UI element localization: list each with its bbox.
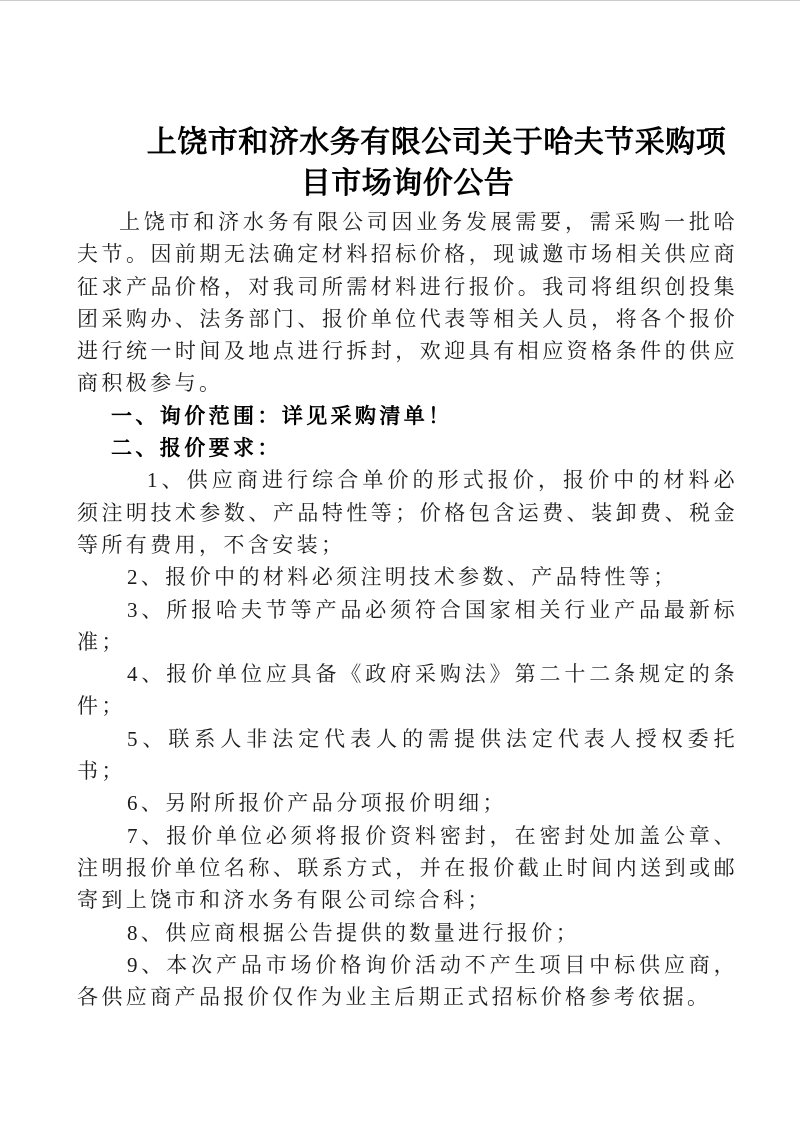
section-heading-inquiry-scope: 一、询价范围：详见采购清单！ (111, 403, 453, 428)
requirement-item-1: 1、供应商进行综合单价的形式报价，报价中的材料必须注明技术参数、产品特性等；价格包含运费、装卸费、税金等所有费用，不含安装； (77, 468, 738, 557)
requirement-item-2: 2、报价中的材料必须注明技术参数、产品特性等； (127, 565, 678, 590)
section-heading-quotation-requirements: 二、报价要求： (111, 436, 282, 461)
intro-paragraph: 上饶市和济水务有限公司因业务发展需要，需采购一批哈夫节。因前期无法确定材料招标价格，现诚邀市场相关供应商征求产品价格，对我司所需材料进行报价。我司将组织创投集团采购办、法务部门、报价单位代表等相关人员，将各个报价进行统一时间及地点进行拆封，欢迎具有相应资格条件的供应商积极参与。 (77, 210, 738, 396)
requirement-item-6: 6、另附所报价产品分项报价明细； (127, 791, 507, 816)
document-title (77, 122, 738, 204)
document-title-line-1: 上饶市和济水务有限公司关于哈夫节采购项 (146, 126, 727, 159)
document-body (77, 206, 738, 1013)
requirement-item-7: 7、报价单位必须将报价资料密封，在密封处加盖公章、注明报价单位名称、联系方式，并在报价截止时间内送到或邮寄到上饶市和济水务有限公司综合科； (77, 823, 738, 913)
requirement-item-3: 3、所报哈夫节等产品必须符合国家相关行业产品最新标准； (77, 597, 738, 654)
document-title-line-2: 目市场询价公告 (300, 167, 515, 200)
page-top-edge-line (0, 0, 800, 1)
requirement-item-8: 8、供应商根据公告提供的数量进行报价； (127, 920, 581, 945)
requirement-item-4: 4、报价单位应具备《政府采购法》第二十二条规定的条件； (77, 662, 738, 719)
requirement-item-5: 5、联系人非法定代表人的需提供法定代表人授权委托书； (77, 726, 738, 784)
requirement-item-9: 9、本次产品市场价格询价活动不产生项目中标供应商，各供应商产品报价仅作为业主后期正式招标价格参考依据。 (77, 952, 738, 1010)
